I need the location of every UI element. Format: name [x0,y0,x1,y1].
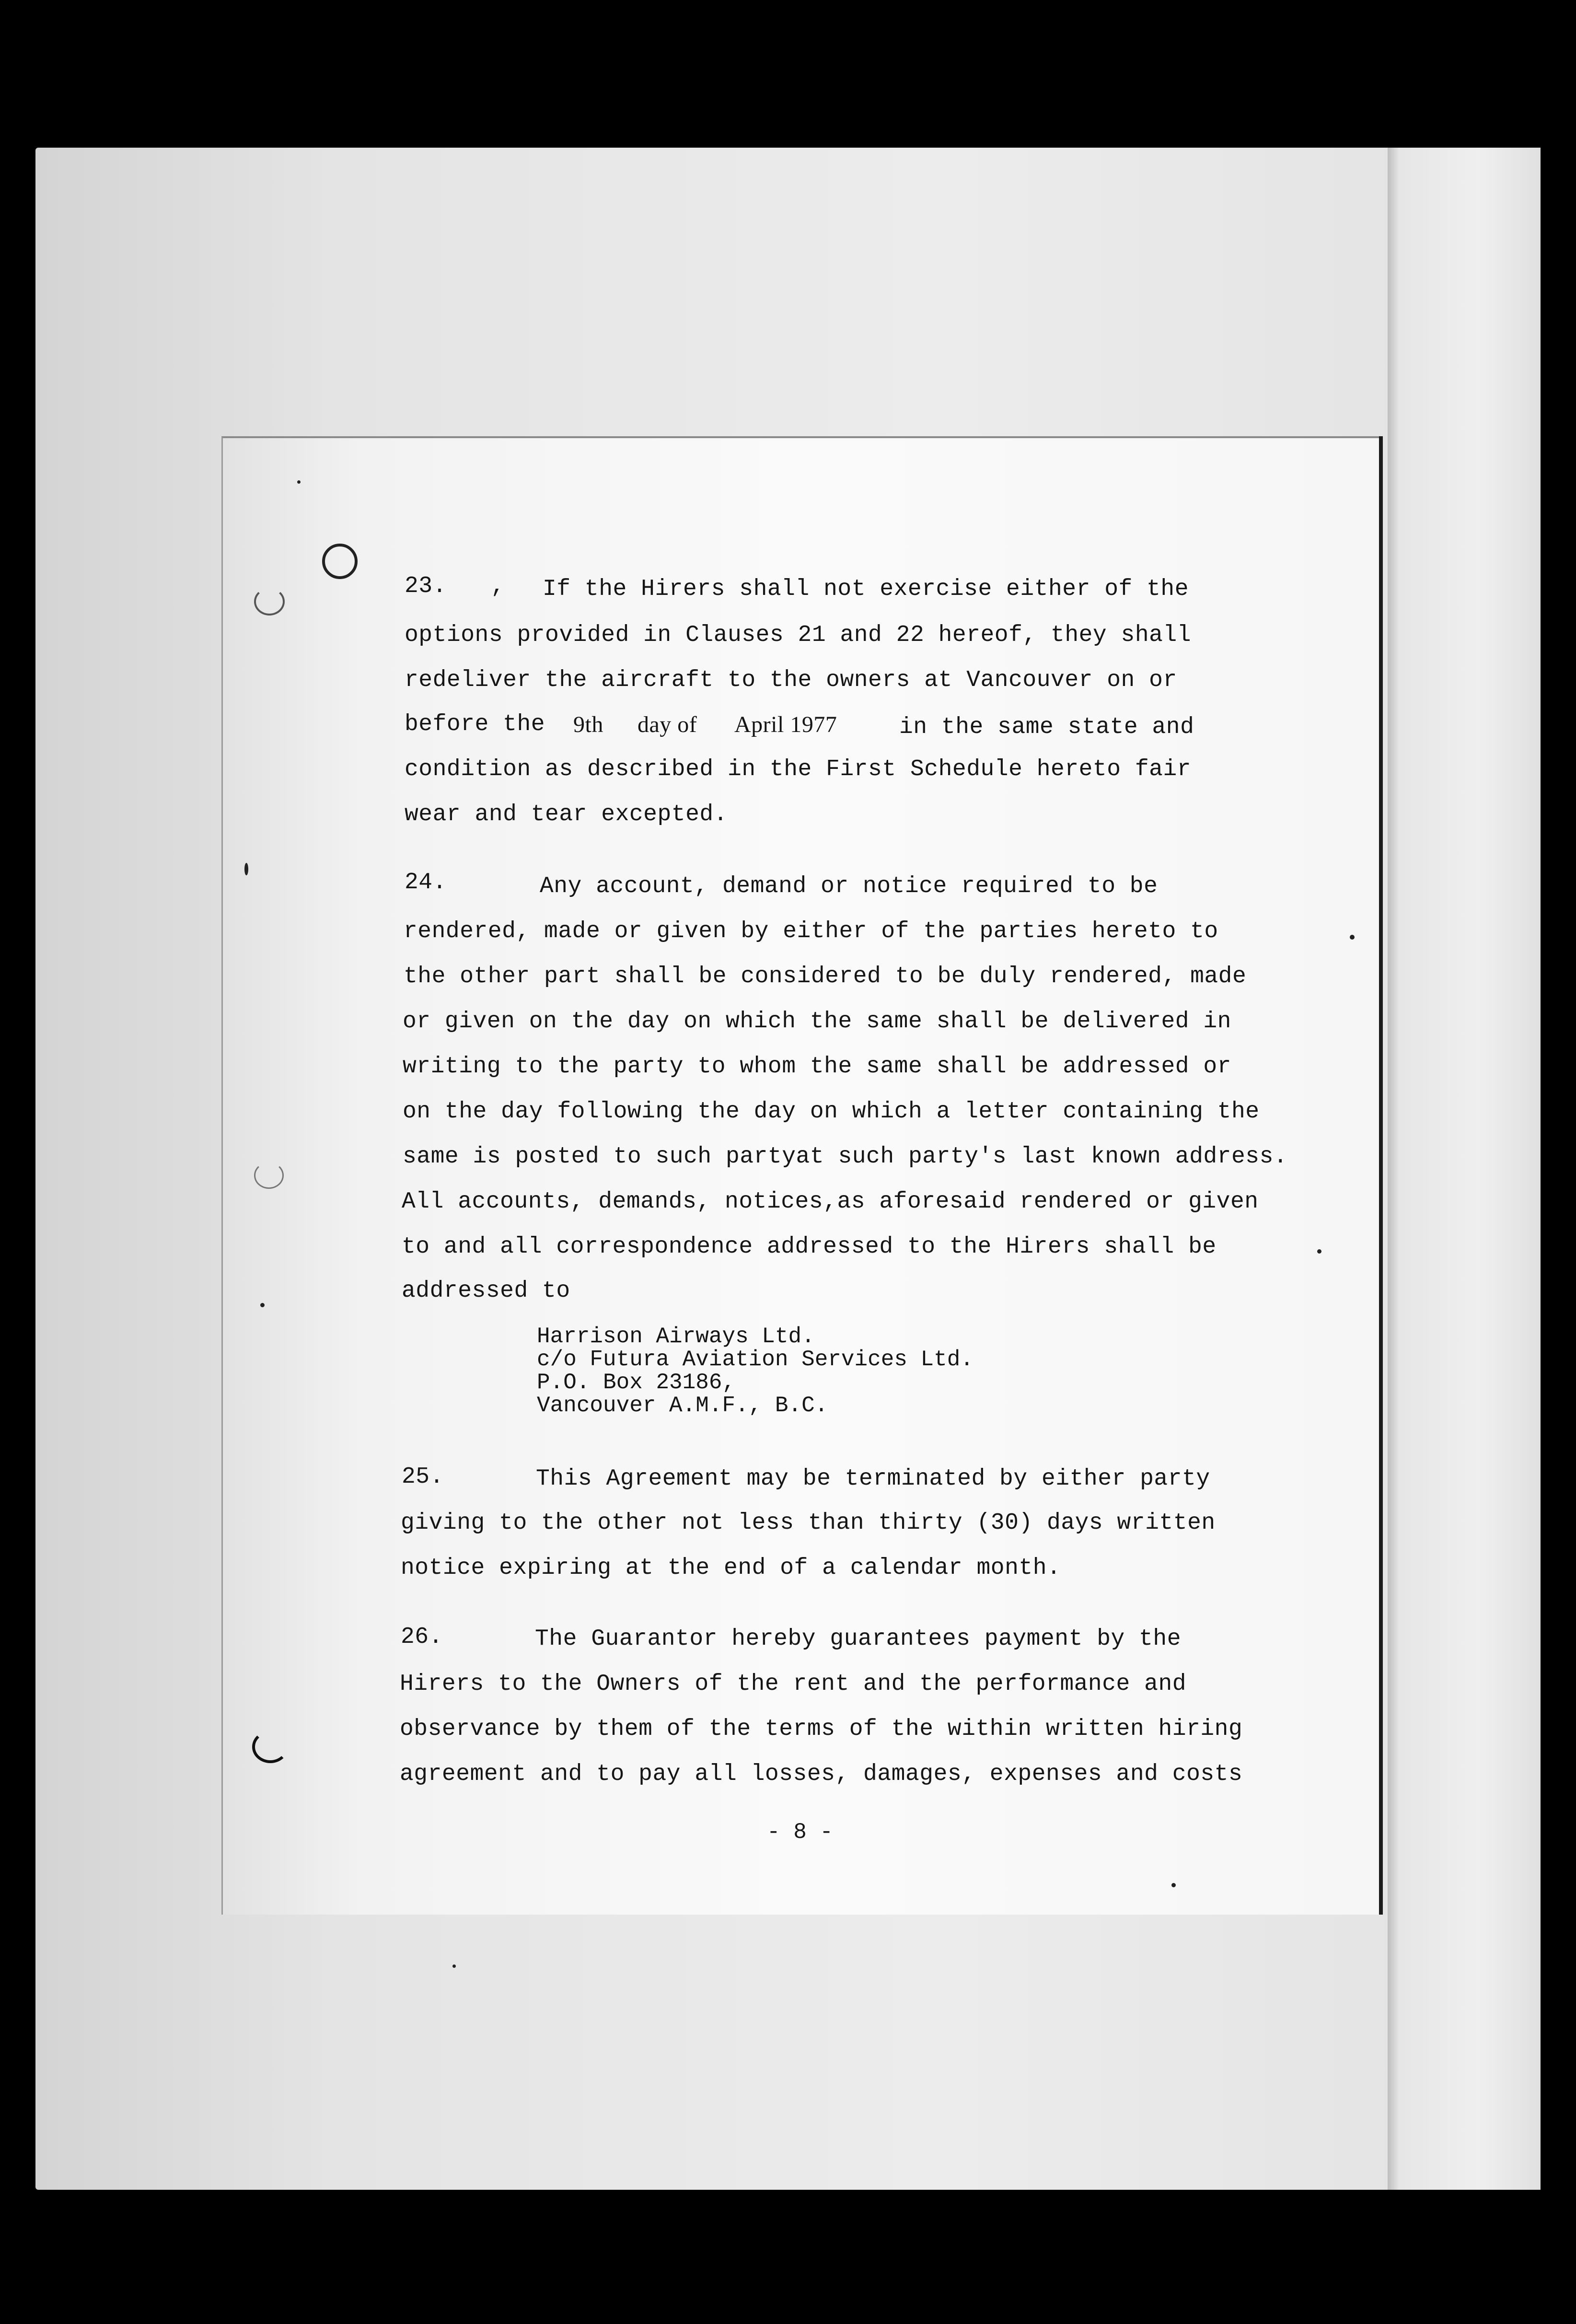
speck [244,863,248,875]
page-number: - 8 - [767,1820,834,1845]
clause-number: 25. [402,1464,444,1490]
address-line: Vancouver A.M.F., B.C. [537,1393,828,1418]
clause-line: Hirers to the Owners of the rent and the performance and [400,1671,1187,1697]
speck [297,480,301,484]
clause-line: options provided in Clauses 21 and 22 hereof, they shall [405,622,1192,648]
clause-line: the other part shall be considered to be duly rendered, made [404,964,1247,989]
clause-line: writing to the party to whom the same shall be addressed or [403,1054,1231,1080]
clause-number: 24. [405,870,447,895]
clause-line: on the day following the day on which a letter containing the [403,1099,1260,1125]
speck [260,1303,265,1307]
clause-line: giving to the other not less than thirty (30) days written [401,1510,1216,1536]
date-month-year: April 1977 [734,712,837,737]
clause-line: to and all correspondence addressed to the Hirers shall be [402,1234,1217,1260]
clause-line: or given on the day on which the same shall be delivered in [403,1009,1231,1034]
clause-mark: , [491,573,505,599]
address-line: Harrison Airways Ltd. [537,1324,815,1349]
clause-line: The Guarantor hereby guarantees payment by the [535,1626,1182,1652]
punch-hole-icon [254,588,285,616]
clause-line: same is posted to such partyat such party's last known address. [403,1144,1288,1170]
clause-number: 23. [405,573,447,599]
speck [452,1964,456,1968]
clause-line: This Agreement may be terminated by either party [536,1466,1210,1492]
address-line: P.O. Box 23186, [537,1370,736,1395]
clause-line: If the Hirers shall not exercise either of the [543,576,1189,602]
speck [1317,1249,1321,1254]
clause-number: 26. [401,1624,443,1650]
date-mid: day of [637,712,697,737]
clause-line: redeliver the aircraft to the owners at Vancouver on or [405,667,1177,693]
clause-line: notice expiring at the end of a calendar month. [401,1555,1061,1581]
punch-hole-icon [254,1162,284,1189]
clause-line: in the same state and [899,714,1194,740]
date-day: 9th [573,712,603,737]
speck [1350,935,1355,940]
clause-line: condition as described in the First Schedule hereto fair [405,756,1192,782]
clause-line: Any account, demand or notice required to be [540,873,1158,899]
clause-line: before the [405,711,545,737]
punch-hole-icon [252,1731,289,1763]
clause-line: All accounts, demands, notices,as aforesaid rendered or given [402,1189,1259,1215]
speck [1171,1883,1176,1887]
clause-line: addressed to [402,1278,570,1304]
punch-hole-icon [322,544,358,579]
clause-line: wear and tear excepted. [405,802,728,827]
backing-sheet-edge [1388,148,1541,2190]
clause-line: rendered, made or given by either of the parties hereto to [404,918,1218,944]
clause-line: agreement and to pay all losses, damages, expenses and costs [400,1761,1243,1787]
clause-line: observance by them of the terms of the within written hiring [400,1716,1243,1742]
address-line: c/o Futura Aviation Services Ltd. [537,1347,973,1372]
